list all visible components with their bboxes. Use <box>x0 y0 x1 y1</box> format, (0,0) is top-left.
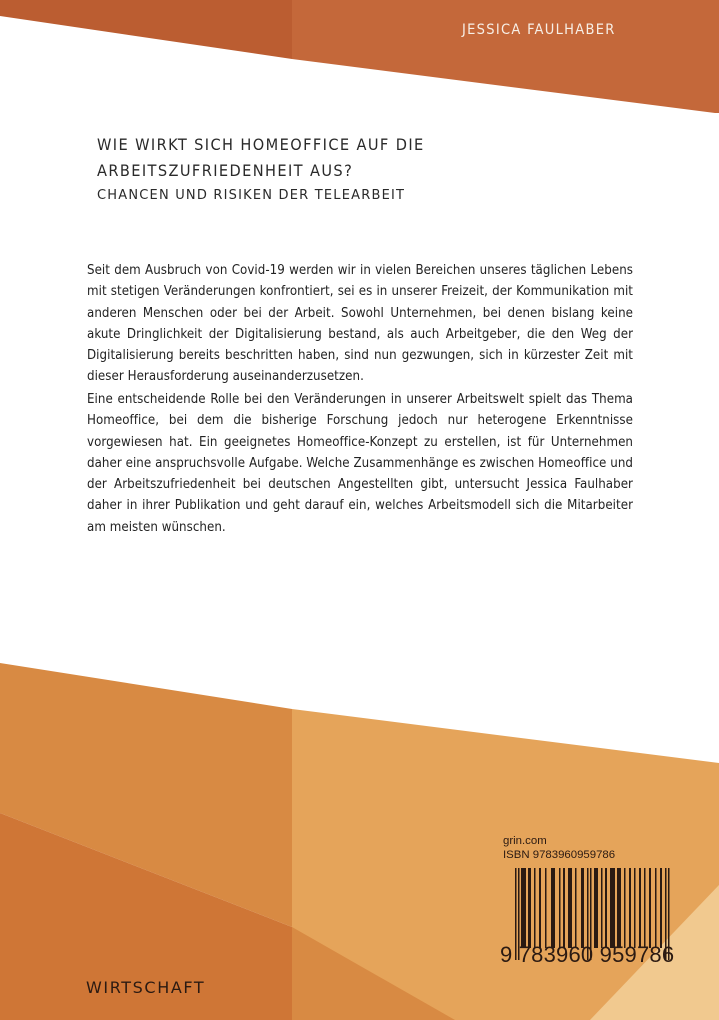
category-label: WIRTSCHAFT <box>86 978 206 997</box>
blurb-paragraph: Eine entscheidende Rolle bei den Veränderungen in unserer Arbeitswelt spielt das Thema Homeoffice, bei dem die bisherige Forschung jedoch nur heterogene Erkenntnisse vorgewiesen hat. Ein geeignetes Homeoffice-Konzept zu erstellen, ist für Unternehmen daher eine anspruchsvolle Aufgabe. Welche Zusammenhänge es zwischen Homeoffice und der Arbeitszufriedenheit bei deutschen Angestellten gibt, untersucht Jessica Faulhaber daher in ihrer Publikation und geht darauf ein, welches Arbeitsmodell sich die Mitarbeiter am meisten wünschen. <box>87 392 633 535</box>
barcode-digits: 9 783960 959786 <box>500 942 675 967</box>
isbn-label: ISBN 9783960959786 <box>503 849 616 861</box>
blurb-paragraph: Seit dem Ausbruch von Covid-19 werden wir in vielen Bereichen unseres täglichen Lebens mit stetigen Veränderungen konfrontiert, sei es in unserer Freizeit, der Kommunikation mit anderen Menschen oder bei der Arbeit. Sowohl Unternehmen, bei denen bislang keine akute Dringlichkeit der Digitalisierung bestand, als auch Arbeitgeber, die den Weg der Digitalisierung bereits beschritten haben, sind nun gezwungen, sich in kürzester Zeit mit dieser Herausforderung auseinanderzusetzen. <box>87 263 633 385</box>
author-name: JESSICA FAULHABER <box>462 22 616 38</box>
book-title: WIE WIRKT SICH HOMEOFFICE AUF DIE ARBEITSZUFRIEDENHEIT AUS? <box>97 135 425 180</box>
top-band-right <box>292 0 719 113</box>
publisher-info <box>503 834 615 862</box>
book-subtitle: CHANCEN UND RISIKEN DER TELEARBEIT <box>97 188 406 203</box>
top-band-left <box>0 0 292 59</box>
publisher-url: grin.com <box>503 835 547 847</box>
